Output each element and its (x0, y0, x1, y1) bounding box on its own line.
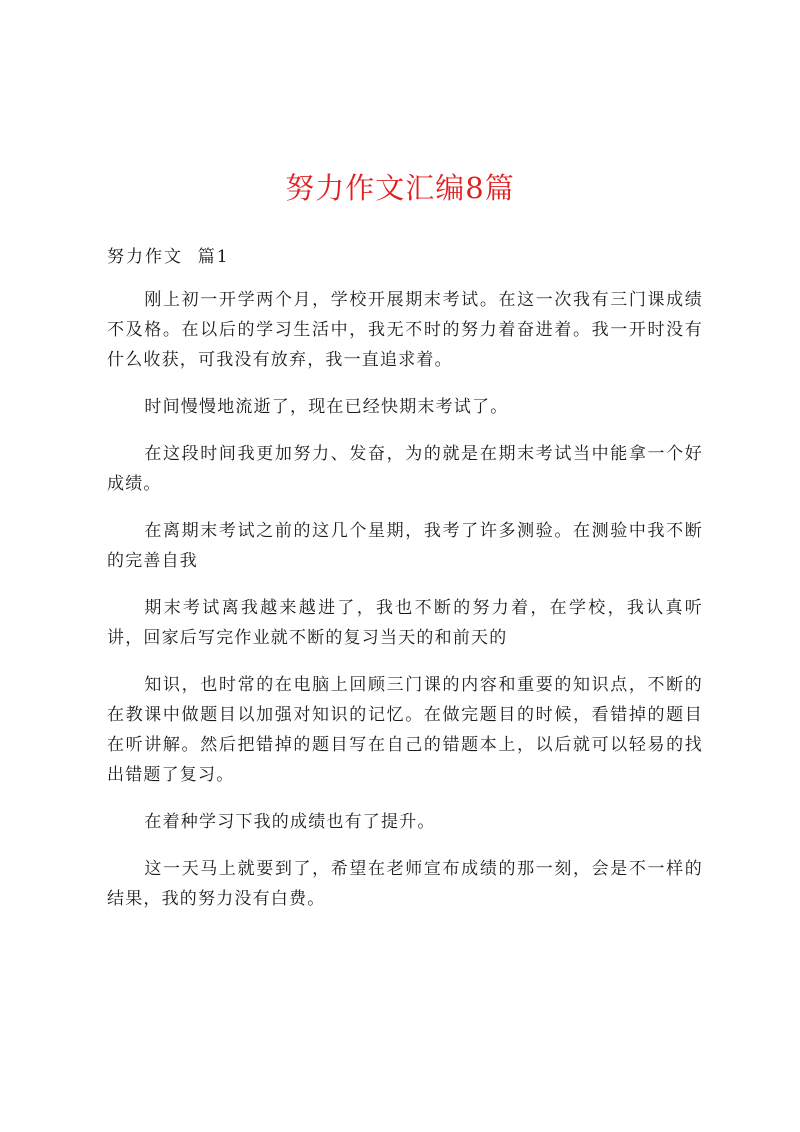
document-title: 努力作文汇编8篇 (285, 171, 515, 205)
paragraph: 刚上初一开学两个月，学校开展期末考试。在这一次我有三门课成绩不及格。在以后的学习生活中，我无不时的努力着奋进着。我一开时没有什么收获，可我没有放弃，我一直追求着。 (107, 290, 703, 370)
section-heading: 努力作文 篇1 (107, 247, 230, 267)
paragraph: 这一天马上就要到了，希望在老师宣布成绩的那一刻，会是不一样的结果，我的努力没有白费。 (107, 859, 703, 909)
paragraph: 在这段时间我更加努力、发奋，为的就是在期末考试当中能拿一个好成绩。 (107, 444, 703, 494)
paragraph: 在离期末考试之前的这几个星期，我考了许多测验。在测验中我不断的完善自我 (107, 521, 703, 571)
document-body (107, 285, 703, 931)
paragraph: 在着种学习下我的成绩也有了提升。 (144, 812, 436, 832)
paragraph: 时间慢慢地流逝了，现在已经快期末考试了。 (144, 397, 509, 417)
paragraph: 知识，也时常的在电脑上回顾三门课的内容和重要的知识点，不断的在教课中做题目以加强对知识的记忆。在做完题目的时候，看错掉的题目在听讲解。然后把错掉的题目写在自己的错题本上，以后就可以轻易的找出错题了复习。 (107, 675, 703, 785)
paragraph: 期末考试离我越来越进了，我也不断的努力着，在学校，我认真听讲，回家后写完作业就不断的复习当天的和前天的 (107, 598, 703, 648)
